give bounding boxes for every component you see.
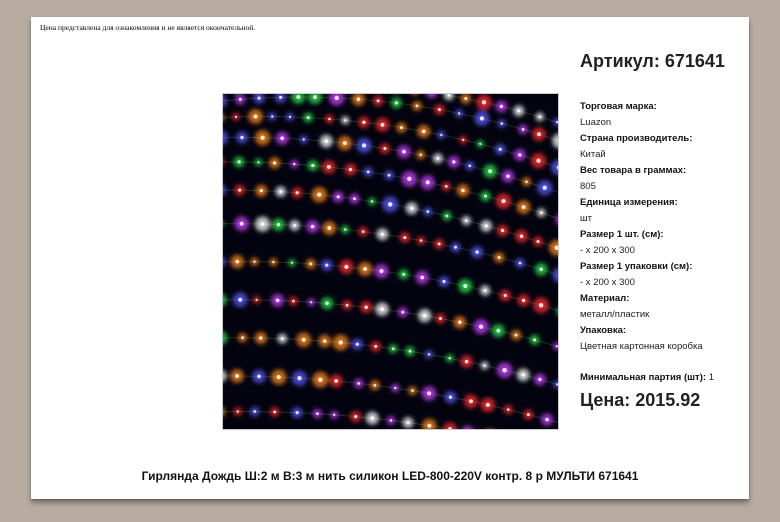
led-bulb bbox=[235, 374, 239, 378]
led-bulb bbox=[296, 191, 299, 194]
led-bulb bbox=[538, 378, 541, 381]
led-bulb bbox=[533, 338, 536, 341]
led-bulb bbox=[259, 336, 263, 340]
spec-value: - x 200 x 300 bbox=[580, 277, 635, 288]
led-bulb bbox=[520, 234, 524, 238]
led-bulb bbox=[428, 353, 430, 355]
led-bulb bbox=[464, 97, 467, 100]
min-batch-value: 1 bbox=[708, 372, 714, 383]
led-bulb bbox=[277, 375, 281, 379]
led-bulb bbox=[240, 222, 244, 226]
led-bulb bbox=[374, 345, 377, 348]
spec-label: Размер 1 упаковки (см): bbox=[580, 261, 693, 272]
led-bulb bbox=[539, 268, 543, 272]
led-bulb bbox=[253, 114, 257, 118]
led-bulb bbox=[423, 314, 427, 318]
led-bulb bbox=[327, 226, 331, 230]
led-bulb bbox=[292, 300, 295, 303]
led-bulb bbox=[353, 197, 356, 200]
led-bulb bbox=[484, 195, 487, 198]
spec-value: - x 200 x 300 bbox=[580, 245, 635, 256]
led-bulb bbox=[238, 160, 241, 163]
led-bulb bbox=[273, 411, 276, 414]
product-sheet bbox=[31, 17, 749, 499]
led-bulb bbox=[402, 150, 406, 154]
led-bulb bbox=[362, 230, 365, 233]
led-bulb bbox=[486, 403, 490, 407]
led-bulb bbox=[388, 202, 393, 207]
led-bulb bbox=[410, 207, 414, 211]
led-bulb bbox=[499, 148, 502, 151]
spec-label: Единица измерения: bbox=[580, 197, 678, 208]
spec-label: Торговая марка: bbox=[580, 101, 657, 112]
led-bulb bbox=[324, 139, 328, 143]
led-bulb bbox=[253, 410, 256, 413]
led-bulb bbox=[506, 174, 510, 178]
led-bulb bbox=[446, 215, 449, 218]
led-bulb bbox=[272, 261, 274, 263]
led-bulb bbox=[402, 273, 405, 276]
led-bulb bbox=[479, 325, 483, 329]
led-bulb bbox=[363, 267, 367, 271]
led-bulb bbox=[260, 189, 263, 192]
led-bulb bbox=[374, 384, 377, 387]
led-bulb bbox=[427, 391, 431, 395]
led-bulb bbox=[458, 112, 460, 114]
led-bulb bbox=[416, 105, 419, 108]
led-bulb bbox=[311, 225, 315, 229]
led-bulb bbox=[354, 415, 357, 418]
led-bulb bbox=[462, 139, 464, 141]
led-bulb bbox=[485, 224, 488, 227]
led-bulb bbox=[296, 411, 299, 414]
garland-image bbox=[223, 94, 558, 429]
led-bulb bbox=[333, 414, 335, 416]
led-bulb bbox=[403, 236, 406, 239]
led-bulb bbox=[458, 320, 462, 324]
led-bulb bbox=[343, 141, 347, 145]
led-bulb bbox=[257, 375, 261, 379]
led-bulb bbox=[479, 143, 481, 145]
led-bulb bbox=[297, 376, 301, 380]
led-bulb bbox=[407, 421, 410, 424]
led-bulb bbox=[501, 122, 504, 125]
led-bulb bbox=[362, 121, 365, 124]
led-bulb bbox=[469, 399, 473, 403]
led-bulb bbox=[235, 116, 237, 118]
led-bulb bbox=[293, 224, 296, 227]
led-bulb bbox=[344, 119, 346, 121]
led-bulb bbox=[365, 306, 368, 309]
led-bulb bbox=[302, 338, 306, 342]
led-bulb bbox=[307, 116, 310, 119]
led-bulb bbox=[438, 242, 441, 245]
led-bulb bbox=[543, 186, 547, 190]
spec-item bbox=[580, 259, 745, 291]
led-bulb bbox=[502, 368, 507, 373]
led-bulb bbox=[463, 284, 467, 288]
led-bulb bbox=[289, 116, 291, 118]
led-bulb bbox=[337, 195, 340, 198]
spec-item bbox=[580, 163, 745, 195]
led-bulb bbox=[401, 311, 404, 314]
spec-item bbox=[580, 99, 745, 131]
led-bulb bbox=[276, 299, 280, 303]
led-bulb bbox=[238, 298, 242, 302]
led-bulb bbox=[452, 160, 455, 163]
led-bulb bbox=[325, 264, 328, 267]
led-bulb bbox=[258, 97, 261, 100]
price: Цена: 2015.92 bbox=[580, 390, 701, 410]
led-bulb bbox=[525, 181, 528, 184]
led-bulb bbox=[475, 250, 478, 253]
spec-item bbox=[580, 195, 745, 227]
spec-item bbox=[580, 291, 745, 323]
led-bulb bbox=[449, 396, 452, 399]
led-bulb bbox=[260, 136, 264, 140]
led-bulb bbox=[317, 193, 321, 197]
spec-label: Страна производитель: bbox=[580, 133, 693, 144]
led-bulb bbox=[281, 337, 284, 340]
led-bulb bbox=[257, 161, 259, 163]
led-bulb bbox=[293, 163, 295, 165]
led-bulb bbox=[318, 377, 323, 382]
led-bulb bbox=[392, 347, 395, 350]
led-bulb bbox=[407, 177, 411, 181]
led-bulb bbox=[436, 157, 439, 160]
spec-item bbox=[580, 131, 745, 163]
min-batch bbox=[580, 372, 714, 383]
led-bulb bbox=[409, 350, 412, 353]
led-bulb bbox=[357, 97, 361, 101]
led-bulb bbox=[537, 132, 541, 136]
led-bulb bbox=[419, 154, 422, 157]
led-bulb bbox=[256, 299, 258, 301]
spec-label: Размер 1 шт. (см): bbox=[580, 229, 664, 240]
led-bulb bbox=[335, 96, 339, 100]
led-bulb bbox=[498, 256, 501, 259]
led-bulb bbox=[379, 269, 383, 273]
led-bulb bbox=[383, 147, 386, 150]
spec-label: Упаковка: bbox=[580, 325, 627, 336]
led-bulb bbox=[438, 108, 441, 111]
led-bulb bbox=[296, 95, 300, 99]
led-bulb bbox=[279, 96, 282, 99]
led-bulb bbox=[313, 95, 317, 99]
led-bulb bbox=[439, 317, 442, 320]
spec-label: Вес товара в граммах: bbox=[580, 165, 687, 176]
led-bulb bbox=[445, 185, 448, 188]
led-bulb bbox=[241, 336, 244, 339]
led-bulb bbox=[271, 115, 273, 117]
spec-item bbox=[580, 323, 745, 355]
led-bulb bbox=[238, 189, 241, 192]
led-bulb bbox=[310, 301, 312, 303]
led-bulb bbox=[235, 260, 239, 264]
led-bulb bbox=[239, 98, 242, 101]
led-bulb bbox=[356, 343, 359, 346]
spec-value: шт bbox=[580, 213, 592, 224]
led-bulb bbox=[334, 379, 338, 383]
led-bulb bbox=[381, 233, 384, 236]
led-bulb bbox=[515, 334, 518, 337]
led-bulb bbox=[273, 161, 276, 164]
spec-value: 805 bbox=[580, 181, 596, 192]
led-bulb bbox=[316, 412, 319, 415]
led-bulb bbox=[237, 410, 239, 412]
led-bulb bbox=[482, 100, 486, 104]
led-bulb bbox=[545, 418, 549, 422]
led-bulb bbox=[556, 345, 558, 347]
led-bulb bbox=[480, 116, 484, 120]
led-bulb bbox=[411, 389, 414, 392]
led-bulb bbox=[362, 143, 366, 147]
led-bulb bbox=[537, 240, 540, 243]
led-bulb bbox=[518, 153, 521, 156]
led-bulb bbox=[483, 364, 485, 366]
led-bulb bbox=[377, 99, 380, 102]
led-bulb bbox=[540, 211, 543, 214]
led-bulb bbox=[394, 387, 396, 389]
led-bulb bbox=[465, 360, 469, 364]
led-bulb bbox=[539, 303, 544, 308]
min-batch-label: Минимальная партия (шт): bbox=[580, 372, 707, 383]
led-bulb bbox=[461, 189, 465, 193]
spec-item bbox=[580, 227, 745, 259]
led-bulb bbox=[260, 222, 264, 226]
led-bulb bbox=[344, 265, 348, 269]
led-bulb bbox=[500, 105, 503, 108]
led-bulb bbox=[539, 116, 542, 119]
led-bulb bbox=[400, 126, 403, 129]
led-bulb bbox=[469, 165, 472, 168]
led-bulb bbox=[327, 165, 331, 169]
led-bulb bbox=[427, 424, 431, 428]
led-bulb bbox=[370, 416, 374, 420]
led-bulb bbox=[371, 200, 373, 202]
led-bulb bbox=[420, 239, 423, 242]
led-bulb bbox=[522, 299, 525, 302]
led-bulb bbox=[279, 190, 282, 193]
led-bulb bbox=[277, 223, 281, 227]
led-bulb bbox=[449, 357, 451, 359]
led-bulb bbox=[323, 339, 327, 343]
spec-value: Китай bbox=[580, 149, 606, 160]
led-bulb bbox=[367, 171, 370, 174]
led-bulb bbox=[484, 289, 487, 292]
led-bulb bbox=[346, 304, 349, 307]
led-bulb bbox=[501, 199, 505, 203]
led-bulb bbox=[328, 118, 331, 121]
led-bulb bbox=[426, 180, 430, 184]
product-photo bbox=[222, 93, 559, 430]
led-bulb bbox=[427, 210, 430, 213]
led-bulb bbox=[440, 134, 442, 136]
led-bulb bbox=[357, 382, 360, 385]
led-bulb bbox=[380, 307, 384, 311]
spec-list bbox=[580, 99, 745, 355]
led-bulb bbox=[536, 159, 540, 163]
led-bulb bbox=[395, 101, 398, 104]
product-title: Гирлянда Дождь Ш:2 м В:3 м нить силикон LED-800-220V контр. 8 р МУЛЬТИ 671641 bbox=[141, 469, 639, 483]
price-notice: Цена представлена для ознакомления и не является окончательной. bbox=[40, 23, 256, 32]
led-bulb bbox=[496, 329, 500, 333]
led-bulb bbox=[442, 280, 445, 283]
led-bulb bbox=[309, 262, 312, 265]
led-bulb bbox=[303, 138, 305, 140]
led-bulb bbox=[522, 205, 526, 209]
spec-value: металл/пластик bbox=[580, 309, 650, 320]
led-bulb bbox=[344, 228, 346, 230]
led-bulb bbox=[338, 340, 343, 345]
led-bulb bbox=[349, 168, 352, 171]
led-bulb bbox=[507, 408, 510, 411]
spec-value: Цветная картонная коробка bbox=[580, 341, 703, 352]
led-bulb bbox=[522, 128, 525, 131]
led-bulb bbox=[240, 136, 243, 139]
led-bulb bbox=[517, 109, 520, 112]
led-bulb bbox=[465, 219, 468, 222]
led-bulb bbox=[291, 262, 293, 264]
led-bulb bbox=[311, 164, 314, 167]
spec-label: Материал: bbox=[580, 293, 630, 304]
led-bulb bbox=[390, 419, 393, 422]
spec-value: Luazon bbox=[580, 117, 612, 128]
led-bulb bbox=[501, 229, 504, 232]
led-bulb bbox=[381, 123, 385, 127]
led-bulb bbox=[325, 302, 329, 306]
article-number: Артикул: 671641 bbox=[580, 51, 725, 71]
led-bulb bbox=[519, 262, 522, 265]
led-bulb bbox=[280, 136, 284, 140]
led-bulb bbox=[422, 130, 426, 134]
led-bulb bbox=[527, 413, 530, 416]
led-bulb bbox=[488, 169, 492, 173]
led-bulb bbox=[504, 294, 507, 297]
led-bulb bbox=[253, 261, 255, 263]
led-bulb bbox=[454, 246, 457, 249]
led-bulb bbox=[521, 373, 525, 377]
led-bulb bbox=[388, 174, 391, 177]
led-bulb bbox=[420, 276, 424, 280]
